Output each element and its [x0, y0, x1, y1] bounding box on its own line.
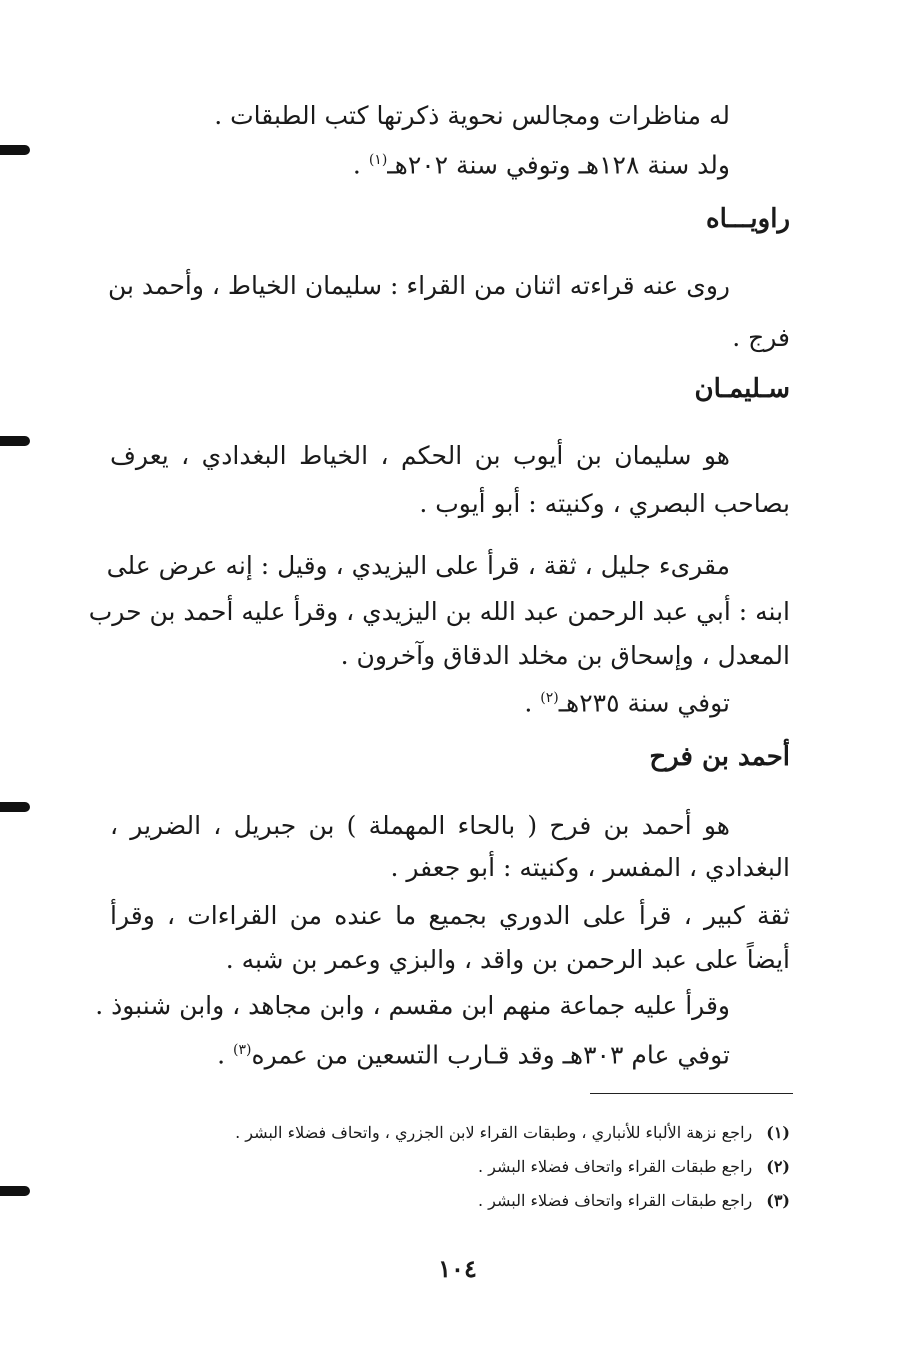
body-line: وقرأ عليه جماعة منهم ابن مقسم ، وابن مجاهد ، وابن شنبوذ .: [95, 991, 730, 1020]
section-heading: أحمد بن فرح: [649, 742, 790, 772]
footnote: [235, 1121, 790, 1145]
footnote-ref: (٢): [540, 690, 559, 706]
margin-mark: [0, 802, 30, 812]
body-line: [50, 678, 730, 723]
margin-mark: [0, 436, 30, 446]
footnote-number: (٢): [766, 1157, 790, 1176]
footnote-text: راجع طبقات القراء واتحاف فضلاء البشر .: [478, 1191, 753, 1210]
body-line: أيضاً على عبد الرحمن بن واقد ، والبزي وعمر بن شبه .: [225, 945, 790, 974]
footnote-separator: [590, 1093, 793, 1094]
page-number: ١٠٤: [438, 1254, 477, 1283]
body-line: له مناظرات ومجالس نحوية ذكرتها كتب الطبقات .: [214, 101, 730, 130]
footnote-text: راجع نزهة الألباء للأنباري ، وطبقات القراء لابن الجزري ، واتحاف فضلاء البشر .: [235, 1123, 753, 1142]
footnote-ref: (١): [368, 152, 388, 168]
margin-mark: [0, 145, 30, 155]
footnote: [478, 1189, 790, 1213]
footnote-number: (٣): [766, 1191, 790, 1210]
body-line: روى عنه قراءته اثنان من القراء : سليمان الخياط ، وأحمد بن: [107, 271, 730, 300]
footnote-number: (١): [766, 1123, 790, 1142]
footnote-ref: (٣): [233, 1042, 252, 1058]
body-line: ابنه : أبي عبد الرحمن عبد الله بن اليزيدي ، وقرأ عليه أحمد بن حرب: [88, 597, 790, 626]
line-text: توفي سنة ٢٣٥هـ: [558, 688, 730, 718]
line-end: .: [217, 1040, 234, 1070]
body-line: فرج .: [732, 323, 790, 352]
section-heading: راويـــاه: [706, 204, 790, 234]
line-text: ولد سنة ١٢٨هـ وتوفي سنة ٢٠٢هـ: [387, 150, 730, 180]
line-end: .: [524, 688, 541, 718]
footnote: [478, 1155, 790, 1179]
body-line: هو سليمان بن أيوب بن الحكم ، الخياط البغدادي ، يعرف: [110, 441, 730, 470]
body-line: البغدادي ، المفسر ، وكنيته : أبو جعفر .: [390, 853, 790, 882]
body-line: ثقة كبير ، قرأ على الدوري بجميع ما عنده من القراءات ، وقرأ: [110, 901, 790, 930]
line-text: توفي عام ٣٠٣هـ وقد قـارب التسعين من عمره: [251, 1040, 730, 1070]
margin-mark: [0, 1186, 30, 1196]
body-line: [50, 140, 730, 185]
body-line: بصاحب البصري ، وكنيته : أبو أيوب .: [419, 489, 790, 518]
body-line: [50, 1030, 730, 1075]
line-end: .: [352, 150, 369, 180]
body-line: المعدل ، وإسحاق بن مخلد الدقاق وآخرون .: [340, 641, 790, 670]
body-line: مقرىء جليل ، ثقة ، قرأ على اليزيدي ، وقيل : إنه عرض على: [106, 551, 730, 580]
section-heading: سـليمـان: [694, 374, 790, 404]
footnote-text: راجع طبقات القراء واتحاف فضلاء البشر .: [478, 1157, 753, 1176]
body-line: هو أحمد بن فرح ( بالحاء المهملة ) بن جبريل ، الضرير ،: [110, 811, 730, 840]
